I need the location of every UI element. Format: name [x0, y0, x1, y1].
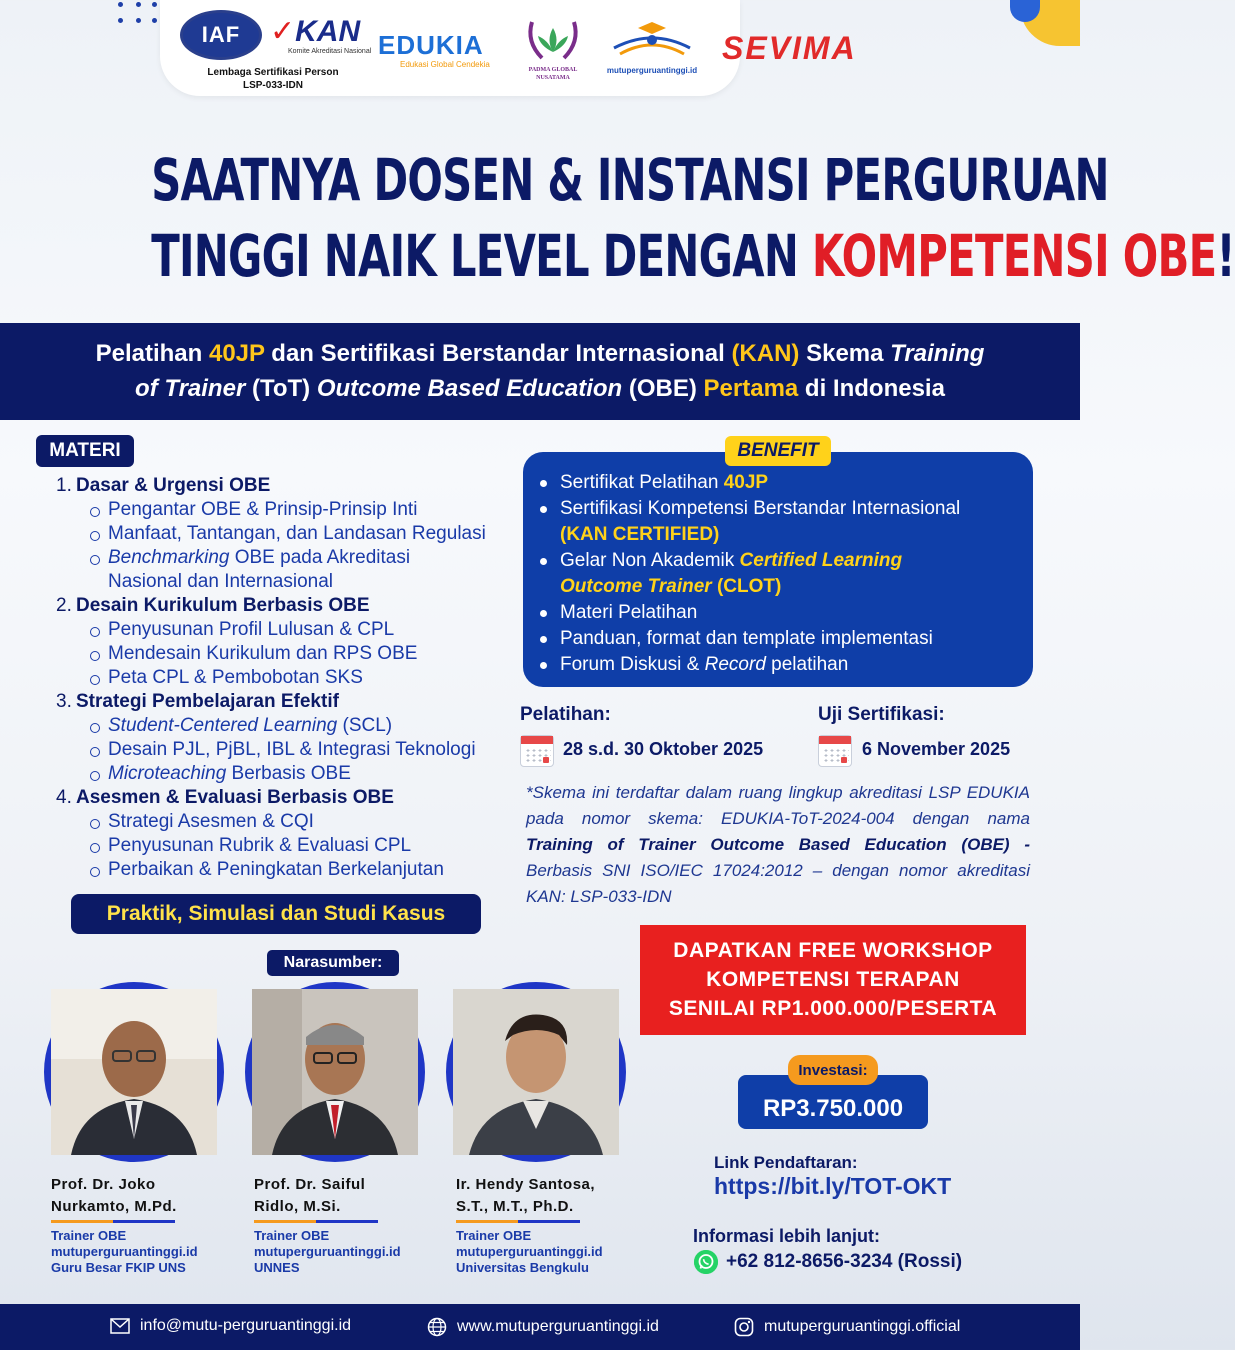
envelope-icon: [110, 1318, 130, 1334]
decor-dots: [118, 0, 158, 24]
headline-line-1: SAATNYA DOSEN & INSTANSI PERGURUAN: [151, 146, 1109, 214]
registration-label: Link Pendaftaran:: [714, 1153, 858, 1172]
scheme-note: *Skema ini terdaftar dalam ruang lingkup akreditasi LSP EDUKIA pada nomor skema: EDUKIA-ToT-2024-004 dengan nama Training of Trainer Outcome Based Education (OBE) - Berbasis SNI ISO/IEC 17024:2012 – dengan nomor akreditasi KAN: LSP-033-IDN: [526, 783, 1030, 906]
edukia-subtitle: Edukasi Global Cendekia: [400, 60, 490, 69]
list-item: Materi Pelatihan: [538, 600, 1028, 626]
training-label: Pelatihan:: [520, 704, 611, 725]
headline-line-2: TINGGI NAIK LEVEL DENGAN KOMPETENSI OBE!: [151, 222, 1235, 290]
mutu-logo-mark: [606, 18, 698, 62]
list-item: Panduan, format dan template implementasi: [538, 626, 1028, 652]
list-item: Penyusunan Rubrik & Evaluasi CPL: [56, 834, 526, 858]
list-item: Benchmarking OBE pada Akreditasi: [56, 546, 526, 570]
speaker-info-2: Trainer OBE mutuperguruantinggi.id UNNES: [254, 1228, 401, 1275]
speaker-divider: [254, 1220, 378, 1223]
calendar-icon: [520, 735, 554, 767]
speaker-photo-3: [446, 982, 626, 1162]
list-item: Student-Centered Learning (SCL): [56, 714, 526, 738]
speaker-info-1: Trainer OBE mutuperguruantinggi.id Guru Besar FKIP UNS: [51, 1228, 198, 1275]
footer: [0, 1304, 1080, 1350]
instagram-icon: [734, 1317, 754, 1337]
edukia-logo: EDUKIA: [378, 30, 484, 60]
investasi-label: Investasi:: [788, 1055, 878, 1085]
materi-section-4: 4. Asesmen & Evaluasi Berbasis OBE: [56, 787, 394, 808]
list-item: Manfaat, Tantangan, dan Landasan Regulasi: [56, 522, 526, 546]
free-workshop-banner: DAPATKAN FREE WORKSHOP KOMPETENSI TERAPAN SENILAI RP1.000.000/PESERTA: [640, 925, 1026, 1035]
speaker-name-3: Ir. Hendy Santosa, S.T., M.T., Ph.D.: [456, 1176, 596, 1215]
materi-section-3: 3. Strategi Pembelajaran Efektif: [56, 691, 339, 712]
speaker-divider: [51, 1220, 175, 1223]
globe-icon: [427, 1317, 447, 1337]
narasumber-label: Narasumber:: [267, 950, 399, 976]
padma-logo-text: PADMA GLOBAL NUSATAMA: [528, 67, 578, 81]
list-item: Sertifikasi Kompetensi Berstandar Internasional (KAN CERTIFIED): [538, 496, 1028, 548]
speaker-name-2: Prof. Dr. Saiful Ridlo, M.Si.: [254, 1176, 366, 1215]
materi-section-2: 2. Desain Kurikulum Berbasis OBE: [56, 595, 370, 616]
program-band: Pelatihan 40JP dan Sertifikasi Berstandar Internasional (KAN) Skema Training of Trainer (ToT) Outcome Based Education (OBE) Pertama di Indonesia: [0, 323, 1080, 420]
praktik-label: Praktik, Simulasi dan Studi Kasus: [71, 894, 481, 934]
training-date: 28 s.d. 30 Oktober 2025: [563, 739, 764, 759]
exam-label: Uji Sertifikasi:: [818, 704, 945, 725]
sevima-logo: SEVIMA: [722, 30, 857, 66]
kan-logo: ✓KAN: [270, 15, 361, 48]
list-item: Gelar Non Akademik Certified Learning Outcome Trainer (CLOT): [538, 548, 1028, 600]
kan-subtitle: Komite Akreditasi Nasional: [288, 48, 372, 55]
materi-list: [56, 474, 526, 882]
whatsapp-contact[interactable]: +62 812-8656-3234 (Rossi): [726, 1251, 963, 1272]
list-item-continued: Nasional dan Internasional: [108, 571, 333, 592]
benefit-label: BENEFIT: [725, 436, 831, 466]
list-item: Peta CPL & Pembobotan SKS: [56, 666, 526, 690]
price-box: RP3.750.000: [738, 1075, 928, 1129]
lsp-label: Lembaga Sertifikasi Person LSP-033-IDN: [207, 67, 339, 91]
list-item: Strategi Asesmen & CQI: [56, 810, 526, 834]
footer-instagram[interactable]: mutuperguruantinggi.official: [734, 1317, 960, 1337]
list-item: Microteaching Berbasis OBE: [56, 762, 526, 786]
footer-email[interactable]: info@mutu-perguruantinggi.id: [110, 1317, 351, 1335]
headline: [151, 142, 1235, 294]
padma-logo-mark: [522, 18, 584, 62]
iaf-logo: IAF: [180, 10, 262, 60]
list-item: Pengantar OBE & Prinsip-Prinsip Inti: [56, 498, 526, 522]
speaker-name-1: Prof. Dr. Joko Nurkamto, M.Pd.: [51, 1176, 177, 1215]
list-item: Mendesain Kurikulum dan RPS OBE: [56, 642, 526, 666]
list-item: Perbaikan & Peningkatan Berkelanjutan: [56, 858, 526, 882]
speaker-photo-1: [44, 982, 224, 1162]
speaker-divider: [456, 1220, 580, 1223]
calendar-icon: [818, 735, 852, 767]
exam-date: 6 November 2025: [862, 739, 1011, 759]
list-item: Desain PJL, PjBL, IBL & Integrasi Teknologi: [56, 738, 526, 762]
materi-section-1: 1. Dasar & Urgensi OBE: [56, 475, 271, 496]
whatsapp-icon: [694, 1250, 718, 1274]
benefit-list: [538, 470, 1028, 678]
list-item: Forum Diskusi & Record pelatihan: [538, 652, 1028, 678]
registration-link[interactable]: https://bit.ly/TOT-OKT: [714, 1173, 952, 1199]
speaker-photo-2: [245, 982, 425, 1162]
mutu-logo-text: mutuperguruantinggi.id: [606, 66, 698, 75]
info-label: Informasi lebih lanjut:: [693, 1226, 881, 1246]
list-item: Penyusunan Profil Lulusan & CPL: [56, 618, 526, 642]
speaker-info-3: Trainer OBE mutuperguruantinggi.id Universitas Bengkulu: [456, 1228, 603, 1275]
materi-label: MATERI: [36, 435, 134, 467]
list-item: Sertifikat Pelatihan 40JP: [538, 470, 1028, 496]
footer-web[interactable]: www.mutuperguruantinggi.id: [427, 1317, 659, 1337]
